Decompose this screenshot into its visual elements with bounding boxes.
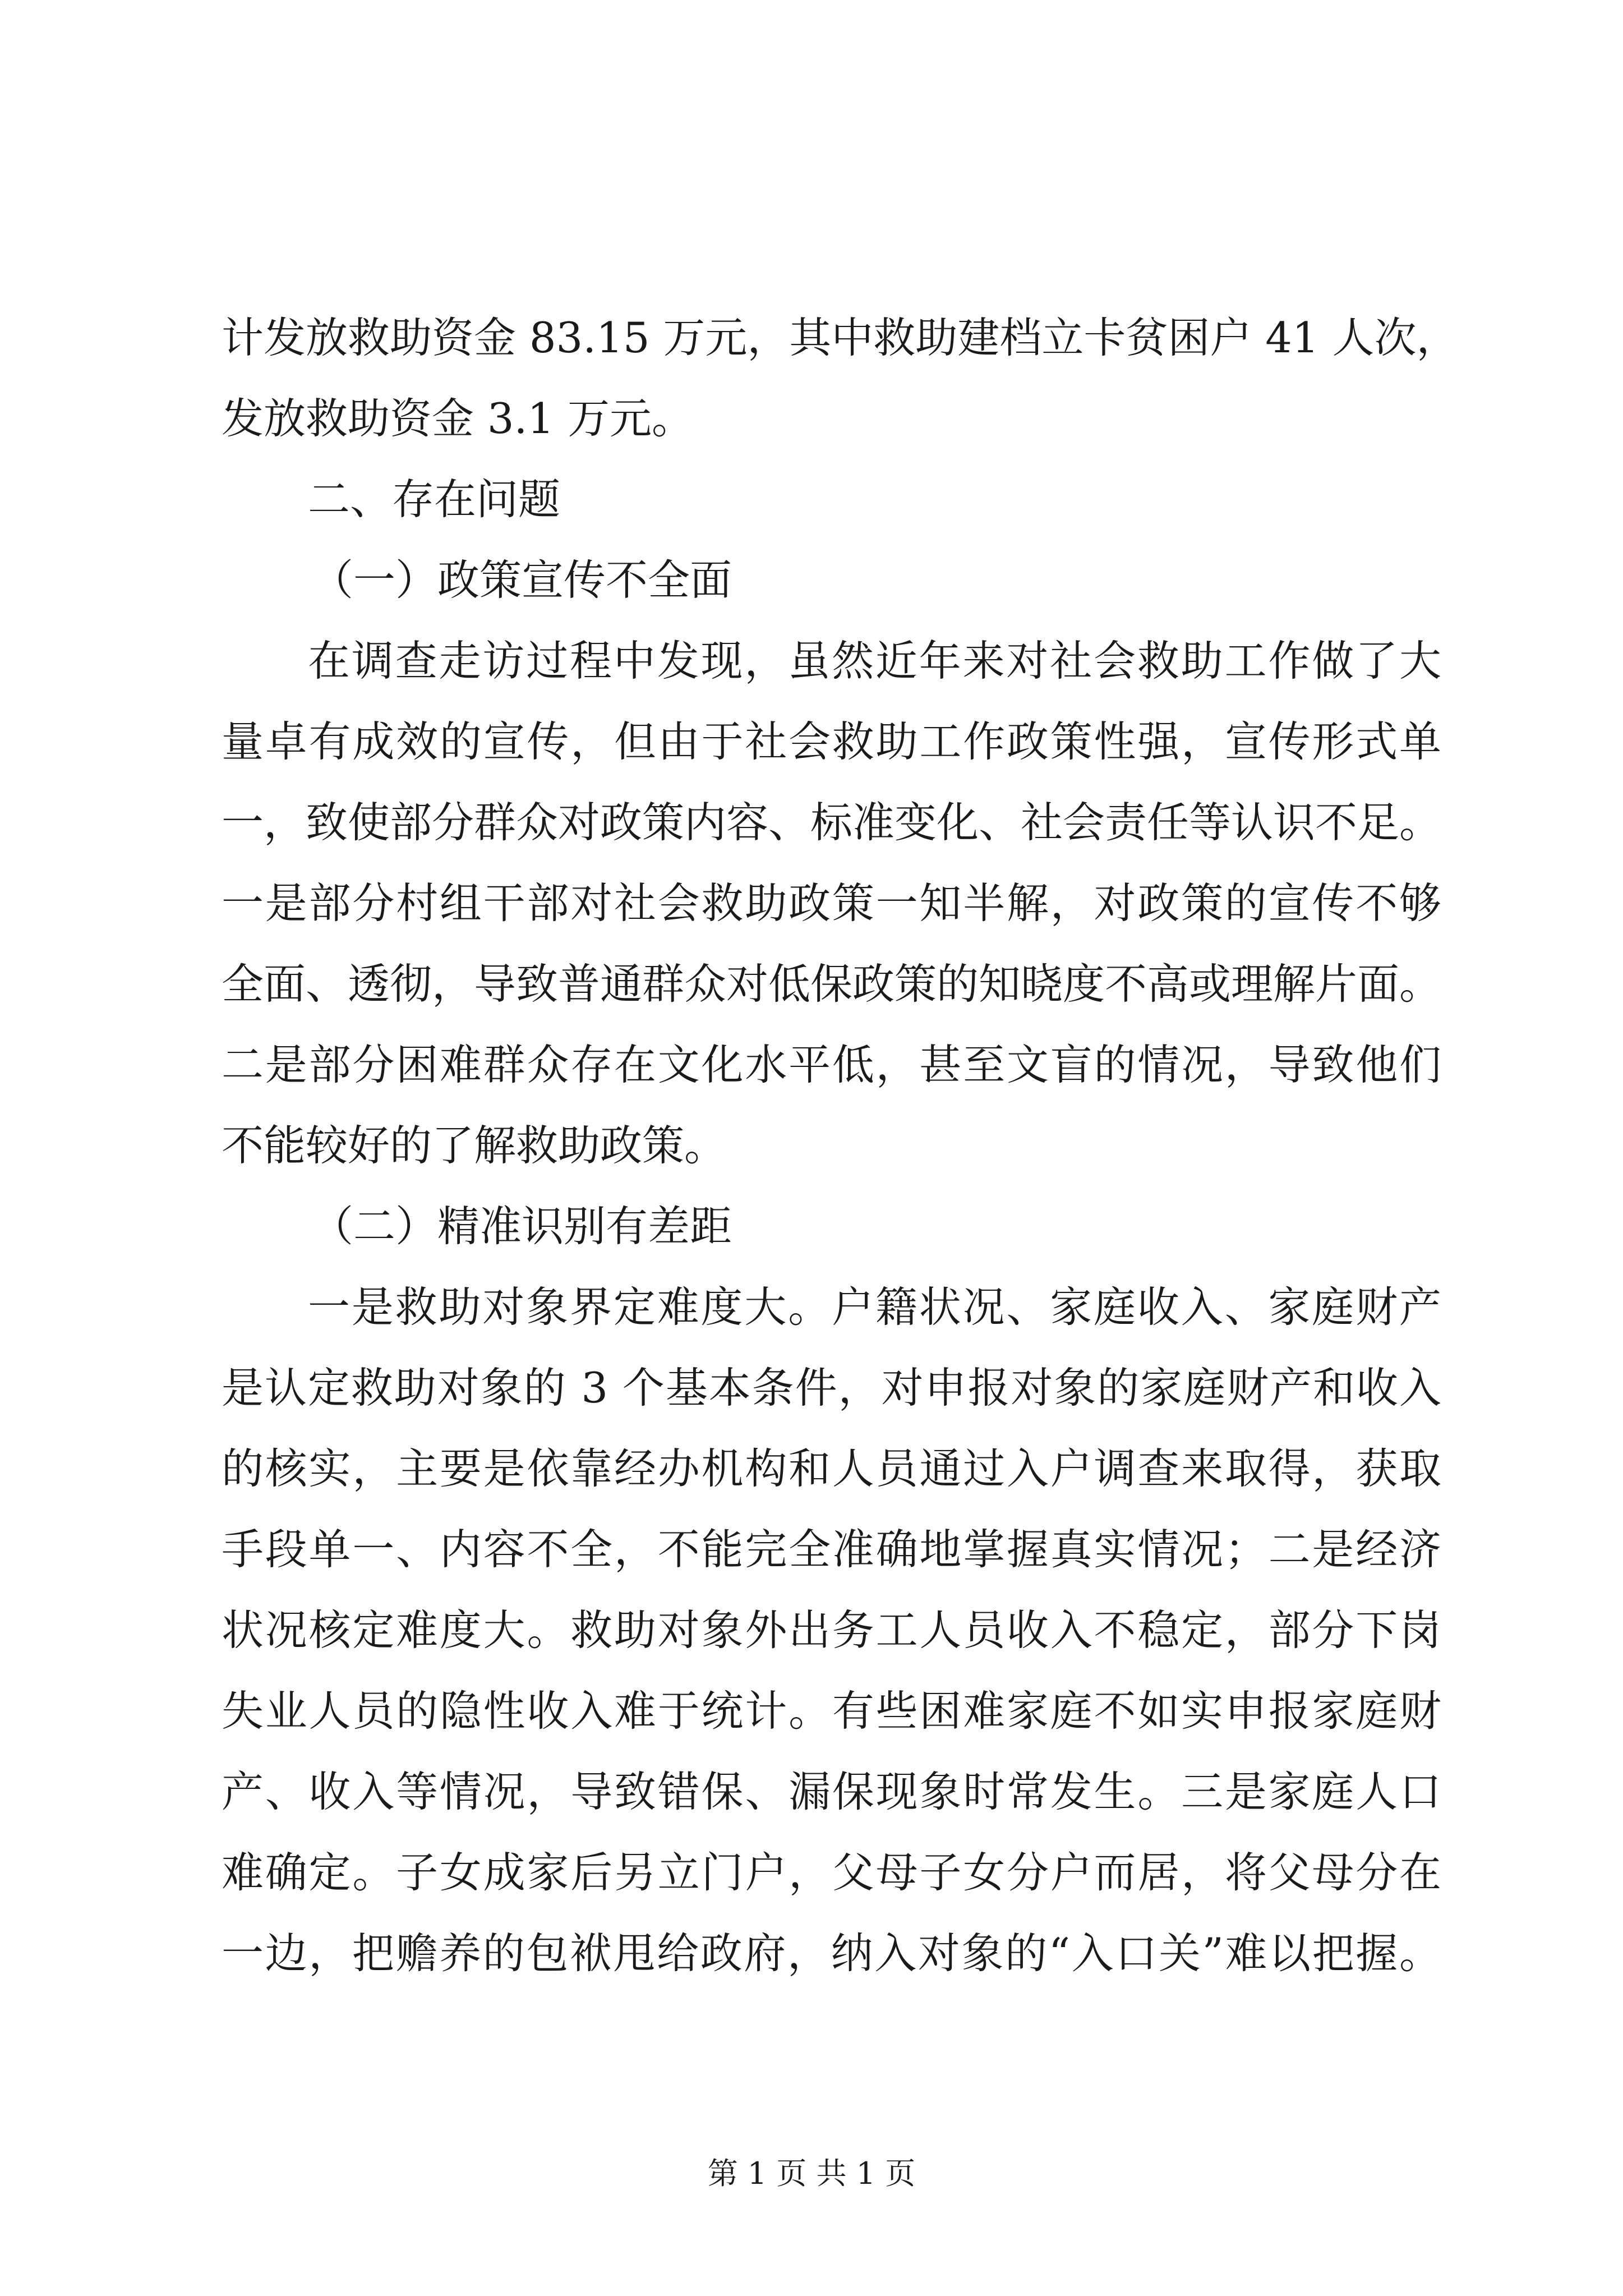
paragraph-line: 在调查走访过程中发现，虽然近年来对社会救助工作做了大	[308, 636, 1441, 685]
paragraph-line: 一是救助对象界定难度大。户籍状况、家庭收入、家庭财产	[308, 1282, 1441, 1332]
paragraph-line: 计发放救助资金 83.15 万元，其中救助建档立卡贫困户 41 人次，	[222, 313, 1459, 362]
paragraph-line: 产、收入等情况，导致错保、漏保现象时常发生。三是家庭人口	[222, 1767, 1441, 1816]
paragraph-line: 一是部分村组干部对社会救助政策一知半解，对政策的宣传不够	[222, 878, 1441, 928]
paragraph-line: 的核实，主要是依靠经办机构和人员通过入户调查来取得，获取	[222, 1444, 1441, 1493]
paragraph-line: 是认定救助对象的 3 个基本条件，对申报对象的家庭财产和收入	[222, 1363, 1441, 1412]
subsection-heading: （二）精准识别有差距	[311, 1202, 732, 1251]
paragraph-line: 量卓有成效的宣传，但由于社会救助工作政策性强，宣传形式单	[222, 717, 1441, 766]
paragraph-line: 失业人员的隐性收入难于统计。有些困难家庭不如实申报家庭财	[222, 1686, 1441, 1736]
paragraph-line: 手段单一、内容不全，不能完全准确地掌握真实情况；二是经济	[222, 1525, 1441, 1574]
paragraph-line: 不能较好的了解救助政策。	[222, 1121, 727, 1170]
page-footer: 第 1 页 共 1 页	[707, 2156, 916, 2191]
paragraph-line: 二是部分困难群众存在文化水平低，甚至文盲的情况，导致他们	[222, 1040, 1441, 1089]
section-heading: 二、存在问题	[308, 475, 561, 524]
subsection-heading: （一）政策宣传不全面	[311, 555, 732, 605]
paragraph-line: 一，致使部分群众对政策内容、标准变化、社会责任等认识不足。	[222, 798, 1442, 847]
paragraph-line: 全面、透彻，导致普通群众对低保政策的知晓度不高或理解片面。	[222, 959, 1442, 1009]
paragraph-line: 发放救助资金 3.1 万元。	[222, 394, 694, 443]
paragraph-line: 状况核定难度大。救助对象外出务工人员收入不稳定，部分下岗	[222, 1605, 1441, 1655]
document-body	[222, 297, 1459, 1994]
paragraph-line: 难确定。子女成家后另立门户，父母子女分户而居，将父母分在	[222, 1848, 1441, 1897]
paragraph-line: 一边，把赡养的包袱甩给政府，纳入对象的“入口关”难以把握。	[222, 1929, 1441, 1978]
